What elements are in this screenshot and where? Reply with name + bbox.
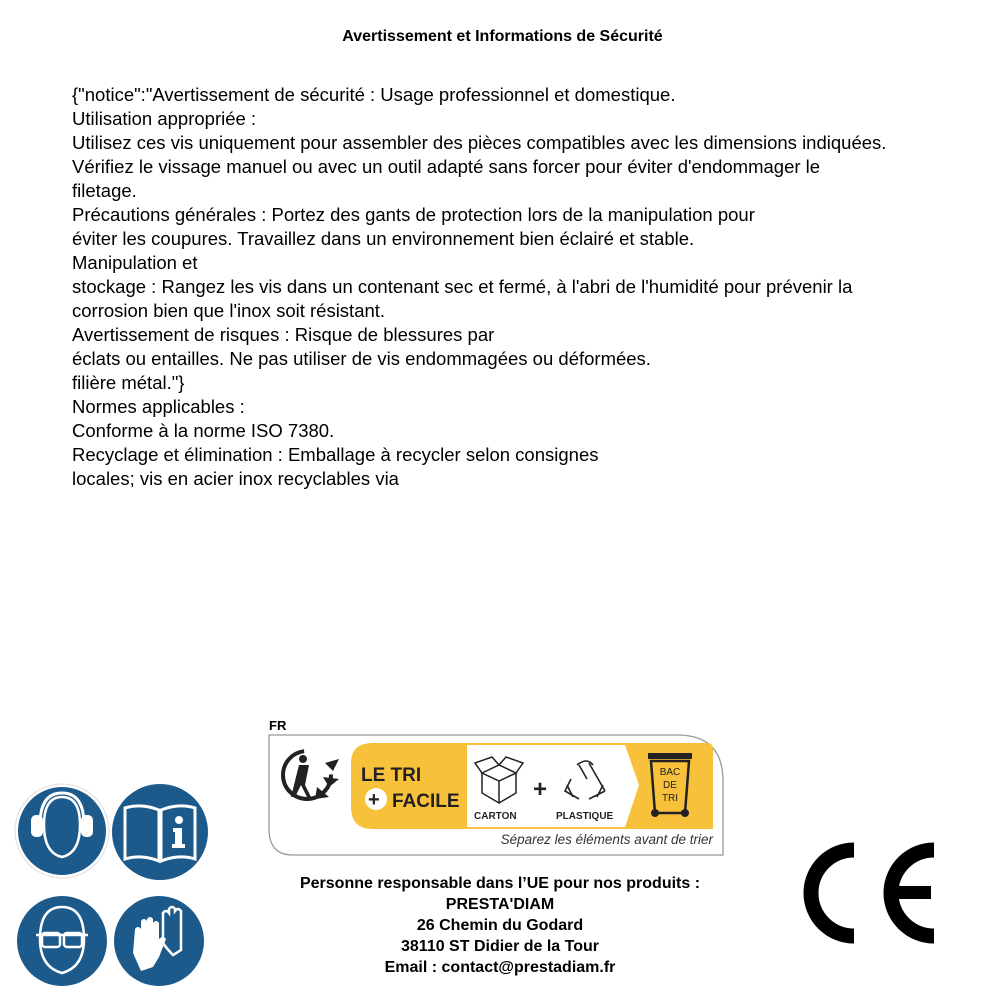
svg-text:BAC: BAC xyxy=(659,767,681,778)
notice-line: locales; vis en acier inox recyclables via xyxy=(72,468,399,489)
svg-text:TRI: TRI xyxy=(661,793,679,804)
gloves-icon xyxy=(113,895,205,987)
triman-line2: FACILE xyxy=(392,791,460,812)
triman-line1: LE TRI xyxy=(361,765,422,786)
notice-line: Utilisation appropriée : xyxy=(72,108,257,129)
notice-line: Avertissement de risques : Risque de blessures par xyxy=(72,324,495,345)
notice-line: {"notice":"Avertissement de sécurité : Usage professionnel et domestique. xyxy=(72,84,676,105)
notice-line: Utilisez ces vis uniquement pour assembler des pièces compatibles avec les dimensions indiquées. xyxy=(72,132,887,153)
footer-address: 26 Chemin du Godard xyxy=(416,917,584,934)
ce-mark-icon xyxy=(796,842,940,944)
footer-city: 38110 ST Didier de la Tour xyxy=(401,938,599,955)
svg-text:DE: DE xyxy=(663,780,677,791)
notice-line: Précautions générales : Portez des gants de protection lors de la manipulation pour xyxy=(72,204,755,225)
svg-text:+: + xyxy=(368,789,380,811)
item-plastique: PLASTIQUE xyxy=(556,811,614,822)
triman-caption: Séparez les éléments avant de trier xyxy=(500,832,713,847)
ear-protection-icon xyxy=(14,783,110,879)
item-carton: CARTON xyxy=(474,811,517,822)
notice-line: Conforme à la norme ISO 7380. xyxy=(72,420,335,441)
notice-line: filière métal."} xyxy=(72,372,185,393)
notice-line: Normes applicables : xyxy=(72,396,245,417)
notice-line: filetage. xyxy=(72,180,137,201)
country-code: FR xyxy=(269,718,287,733)
triman-info-tri-logo xyxy=(267,733,725,857)
footer-email: Email : contact@prestadiam.fr xyxy=(384,959,616,976)
footer-line: Personne responsable dans l’UE pour nos produits : xyxy=(299,875,701,892)
read-manual-icon xyxy=(111,783,209,881)
notice-line: éviter les coupures. Travaillez dans un environnement bien éclairé et stable. xyxy=(72,228,695,249)
svg-text:+: + xyxy=(533,776,548,803)
notice-line: Vérifiez le vissage manuel ou avec un outil adapté sans forcer pour éviter d'endommager le xyxy=(72,156,821,177)
notice-line: éclats ou entailles. Ne pas utiliser de vis endommagées ou déformées. xyxy=(72,348,651,369)
page-title: Avertissement et Informations de Sécurité xyxy=(342,28,663,45)
eye-protection-icon xyxy=(16,895,108,987)
notice-line: stockage : Rangez les vis dans un contenant sec et fermé, à l'abri de l'humidité pour prévenir la xyxy=(72,276,853,297)
eu-responsible-person xyxy=(250,873,750,978)
footer-company: PRESTA'DIAM xyxy=(445,896,555,913)
notice-line: corrosion bien que l'inox soit résistant. xyxy=(72,300,386,321)
notice-line: Recyclage et élimination : Emballage à recycler selon consignes xyxy=(72,444,599,465)
notice-line: Manipulation et xyxy=(72,252,198,273)
